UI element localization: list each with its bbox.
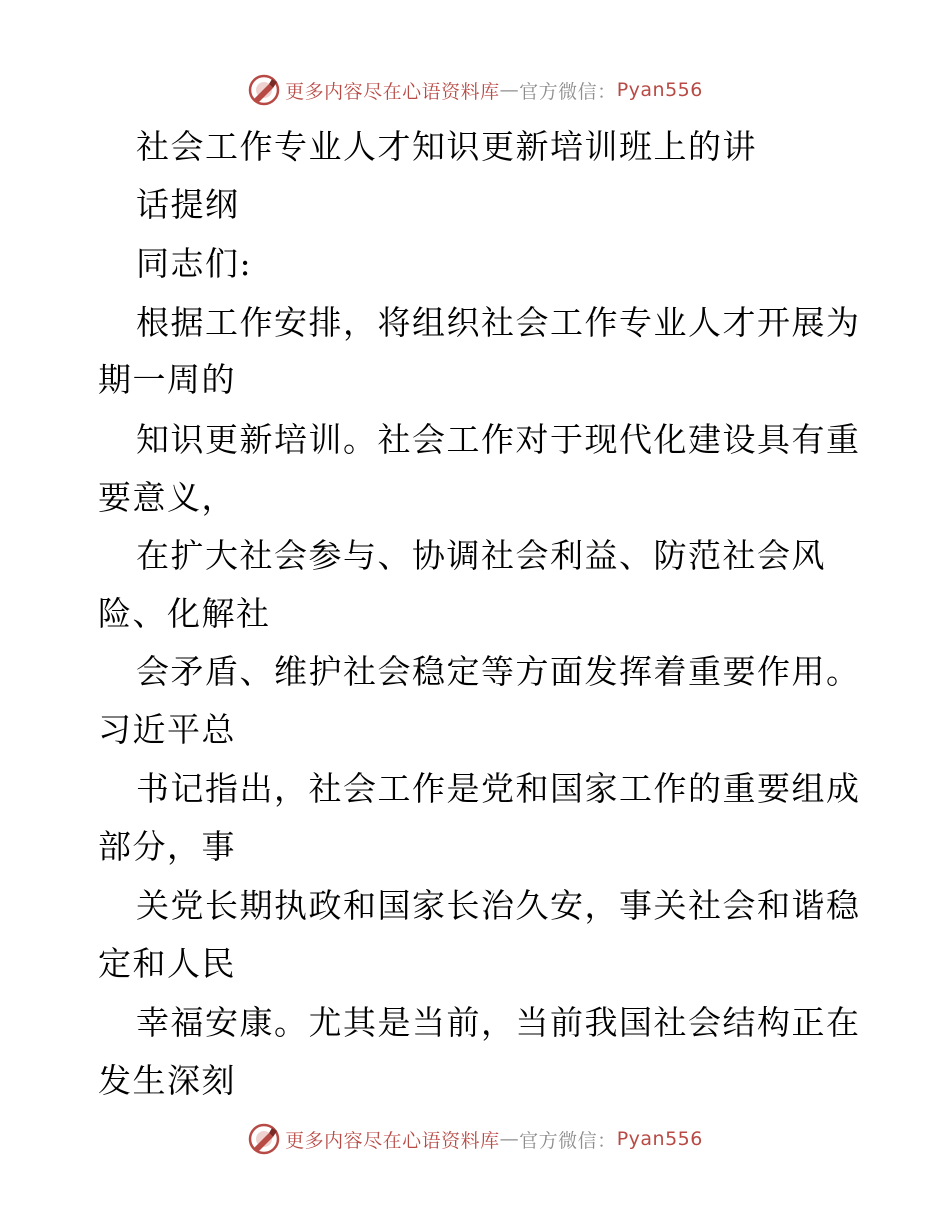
footer-watermark [0,1119,950,1159]
paragraph-line: 书记指出，社会工作是党和国家工作的重要组成 [136,769,861,808]
watermark-dash: — [499,79,520,101]
paragraph-line: 知识更新培训。社会工作对于现代化建设具有重 [136,420,861,459]
watermark-dash: — [499,1128,520,1150]
document-title-line-1: 社会工作专业人才知识更新培训班上的讲 [136,127,757,166]
paragraph-line: 关党长期执政和国家长治久安，事关社会和谐稳 [136,886,861,925]
brand-logo-icon [247,1122,281,1156]
paragraph-line: 要意义， [98,478,236,517]
paragraph-line: 发生深刻 [98,1061,236,1100]
watermark-promo-text: 更多内容尽在心语资料库 [285,80,500,103]
paragraph-line: 定和人民 [98,944,236,983]
paragraph-line: 期一周的 [98,360,236,399]
paragraph-line: 根据工作安排，将组织社会工作专业人才开展为 [136,303,861,342]
paragraph-line: 会矛盾、维护社会稳定等方面发挥着重要作用。 [136,652,861,691]
paragraph-line: 习近平总 [98,710,236,749]
paragraph-line: 险、化解社 [98,594,271,633]
document-title-line-2: 话提纲 [136,185,240,224]
watermark-contact-id: Pyan556 [616,79,703,101]
paragraph-line: 部分，事 [98,827,236,866]
watermark-contact-id: Pyan556 [616,1128,703,1150]
paragraph-line: 在扩大社会参与、协调社会利益、防范社会风 [136,536,826,575]
greeting: 同志们: [136,244,253,283]
watermark-promo-text: 更多内容尽在心语资料库 [285,1129,500,1152]
watermark-contact-label: 官方微信： [519,80,617,103]
watermark-contact-label: 官方微信： [519,1129,617,1152]
paragraph-line: 幸福安康。尤其是当前，当前我国社会结构正在 [136,1003,861,1042]
